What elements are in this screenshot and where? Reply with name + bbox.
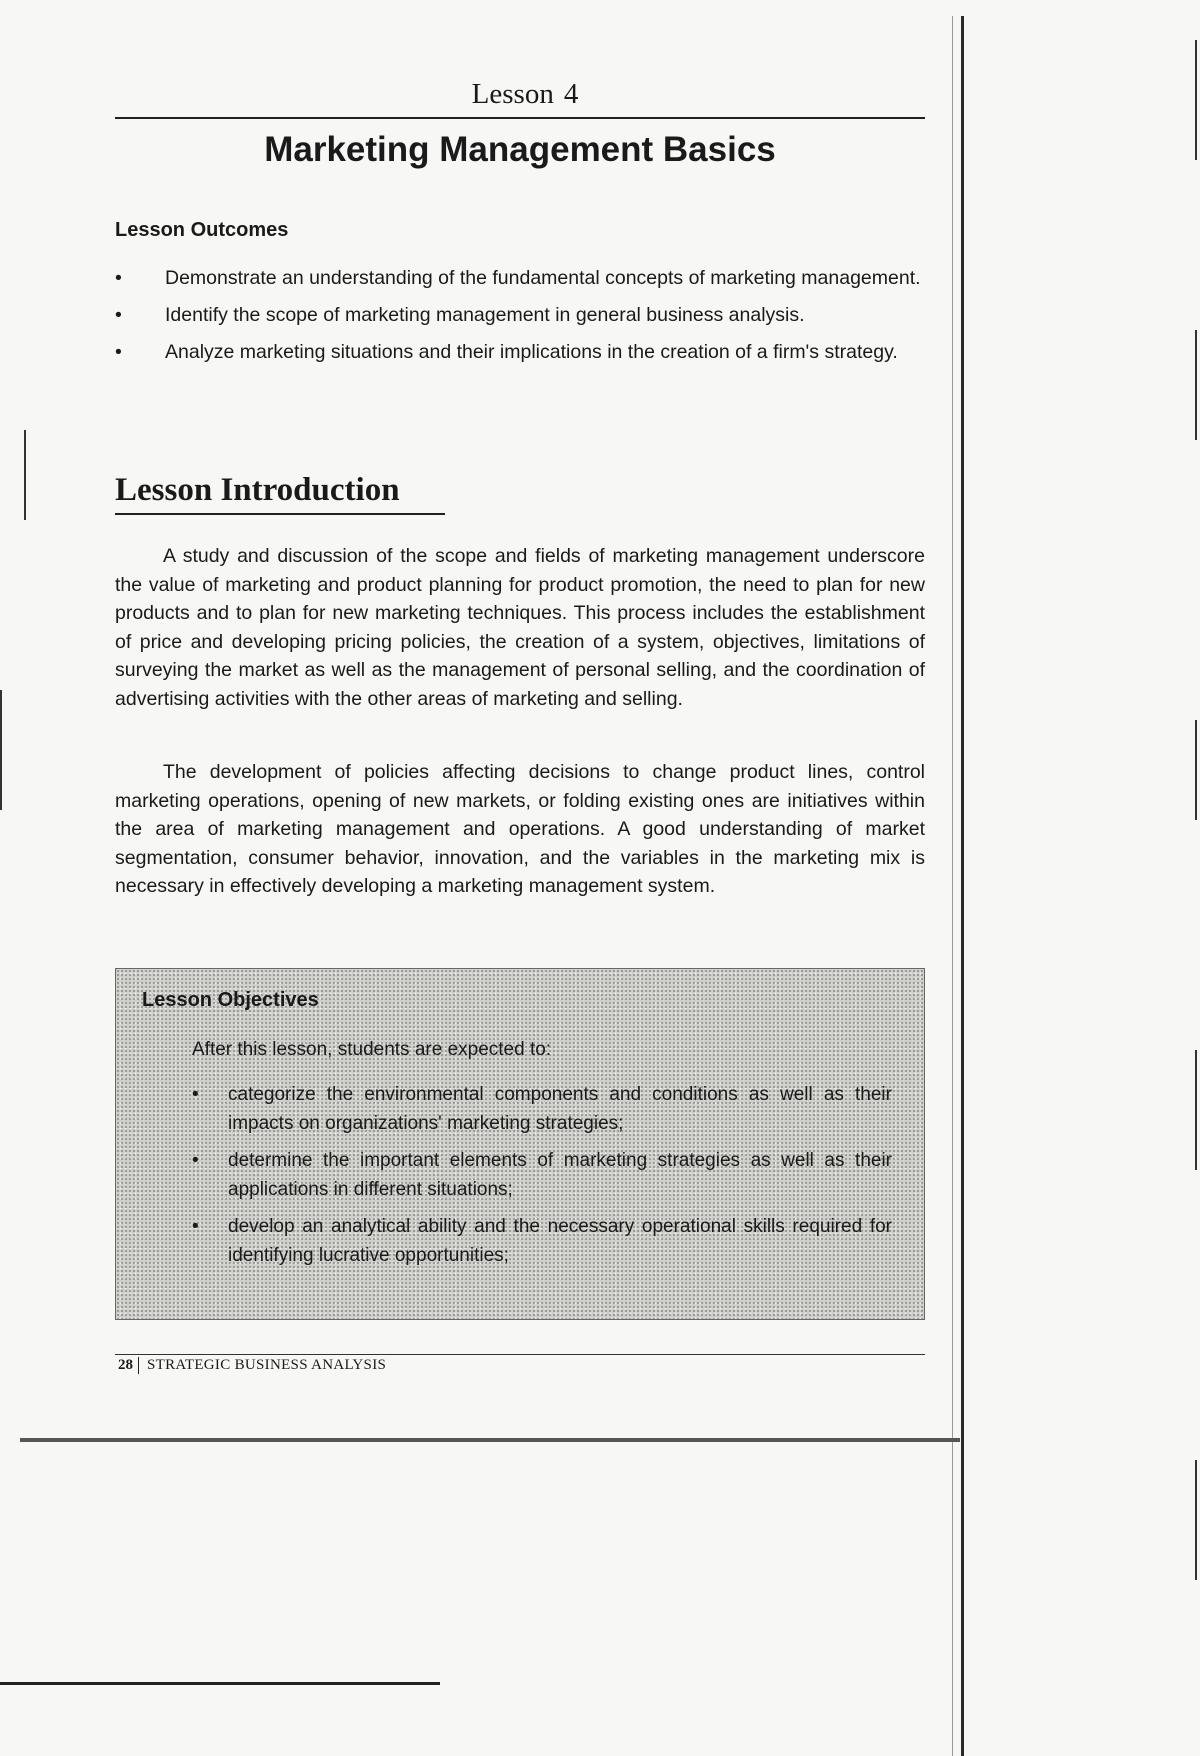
list-item xyxy=(115,338,925,367)
bullet-icon: • xyxy=(192,1150,199,1171)
scan-artifact-line xyxy=(0,1682,440,1685)
bullet-icon: • xyxy=(115,304,122,326)
list-item xyxy=(192,1147,892,1204)
lesson-label: Lesson xyxy=(471,78,554,110)
objective-text: determine the important elements of marketing strategies as well as their applications in different situations; xyxy=(228,1150,892,1200)
page-binding-shadow xyxy=(952,16,953,1756)
outcome-text: Identify the scope of marketing management in general business analysis. xyxy=(165,304,805,326)
list-item xyxy=(115,264,925,293)
page-number: 28 xyxy=(115,1357,139,1374)
objective-text: develop an analytical ability and the necessary operational skills required for identifying lucrative opportunities; xyxy=(228,1216,892,1266)
footer-rule xyxy=(115,1354,925,1355)
scan-margin-mark xyxy=(0,690,2,810)
outcome-text: Analyze marketing situations and their implications in the creation of a firm's strategy. xyxy=(165,341,898,363)
bullet-icon: • xyxy=(192,1216,199,1237)
section-heading-underline xyxy=(115,513,445,515)
scan-margin-mark xyxy=(1195,1050,1197,1170)
section-heading: Lesson Introduction xyxy=(115,472,400,508)
lesson-number xyxy=(115,78,925,111)
intro-paragraph: A study and discussion of the scope and fields of marketing management underscore the value of marketing and product planning for product promotion, the need to plan for new products and to plan for new marketing techniques. This process includes the establishment of price and developing pricing policies, the creation of a system, objectives, limitations of surveying the market as well as the management of personal selling, and the coordination of advertising activities with the other areas of marketing and selling. xyxy=(115,545,925,710)
outcomes-heading: Lesson Outcomes xyxy=(115,219,289,241)
running-head: STRATEGIC BUSINESS ANALYSIS xyxy=(147,1357,387,1373)
list-item xyxy=(192,1081,892,1138)
bullet-icon: • xyxy=(115,267,122,289)
scan-artifact-line xyxy=(20,1438,960,1442)
scan-margin-mark xyxy=(1195,720,1197,820)
scan-margin-mark xyxy=(24,430,26,520)
objectives-intro: After this lesson, students are expected to: xyxy=(192,1039,552,1060)
objectives-list xyxy=(192,1081,892,1279)
page-binding-edge xyxy=(961,16,964,1756)
list-item xyxy=(115,301,925,330)
intro-paragraph: The development of policies affecting decisions to change product lines, control marketing operations, opening of new markets, or folding existing ones are initiatives within the area of marketing management and operations. A good understanding of market segmentation, consumer behavior, innovation, and the variables in the marketing mix is necessary in effectively developing a marketing management system. xyxy=(115,761,925,898)
objective-text: categorize the environmental components and conditions as well as their impacts on organizations' marketing strategies; xyxy=(228,1084,892,1134)
outcomes-list xyxy=(115,264,925,375)
scan-margin-mark xyxy=(1195,1460,1197,1580)
outcome-text: Demonstrate an understanding of the fundamental concepts of marketing management. xyxy=(165,267,921,289)
lesson-number-value: 4 xyxy=(563,78,579,110)
objectives-box xyxy=(115,968,925,1320)
scan-margin-mark xyxy=(1195,330,1197,440)
page-title: Marketing Management Basics xyxy=(264,130,776,169)
list-item xyxy=(192,1213,892,1270)
header-rule xyxy=(115,117,925,119)
objectives-heading: Lesson Objectives xyxy=(142,989,319,1011)
page-footer xyxy=(115,1357,386,1374)
scan-margin-mark xyxy=(1195,40,1197,160)
bullet-icon: • xyxy=(192,1084,199,1105)
bullet-icon: • xyxy=(115,341,122,363)
